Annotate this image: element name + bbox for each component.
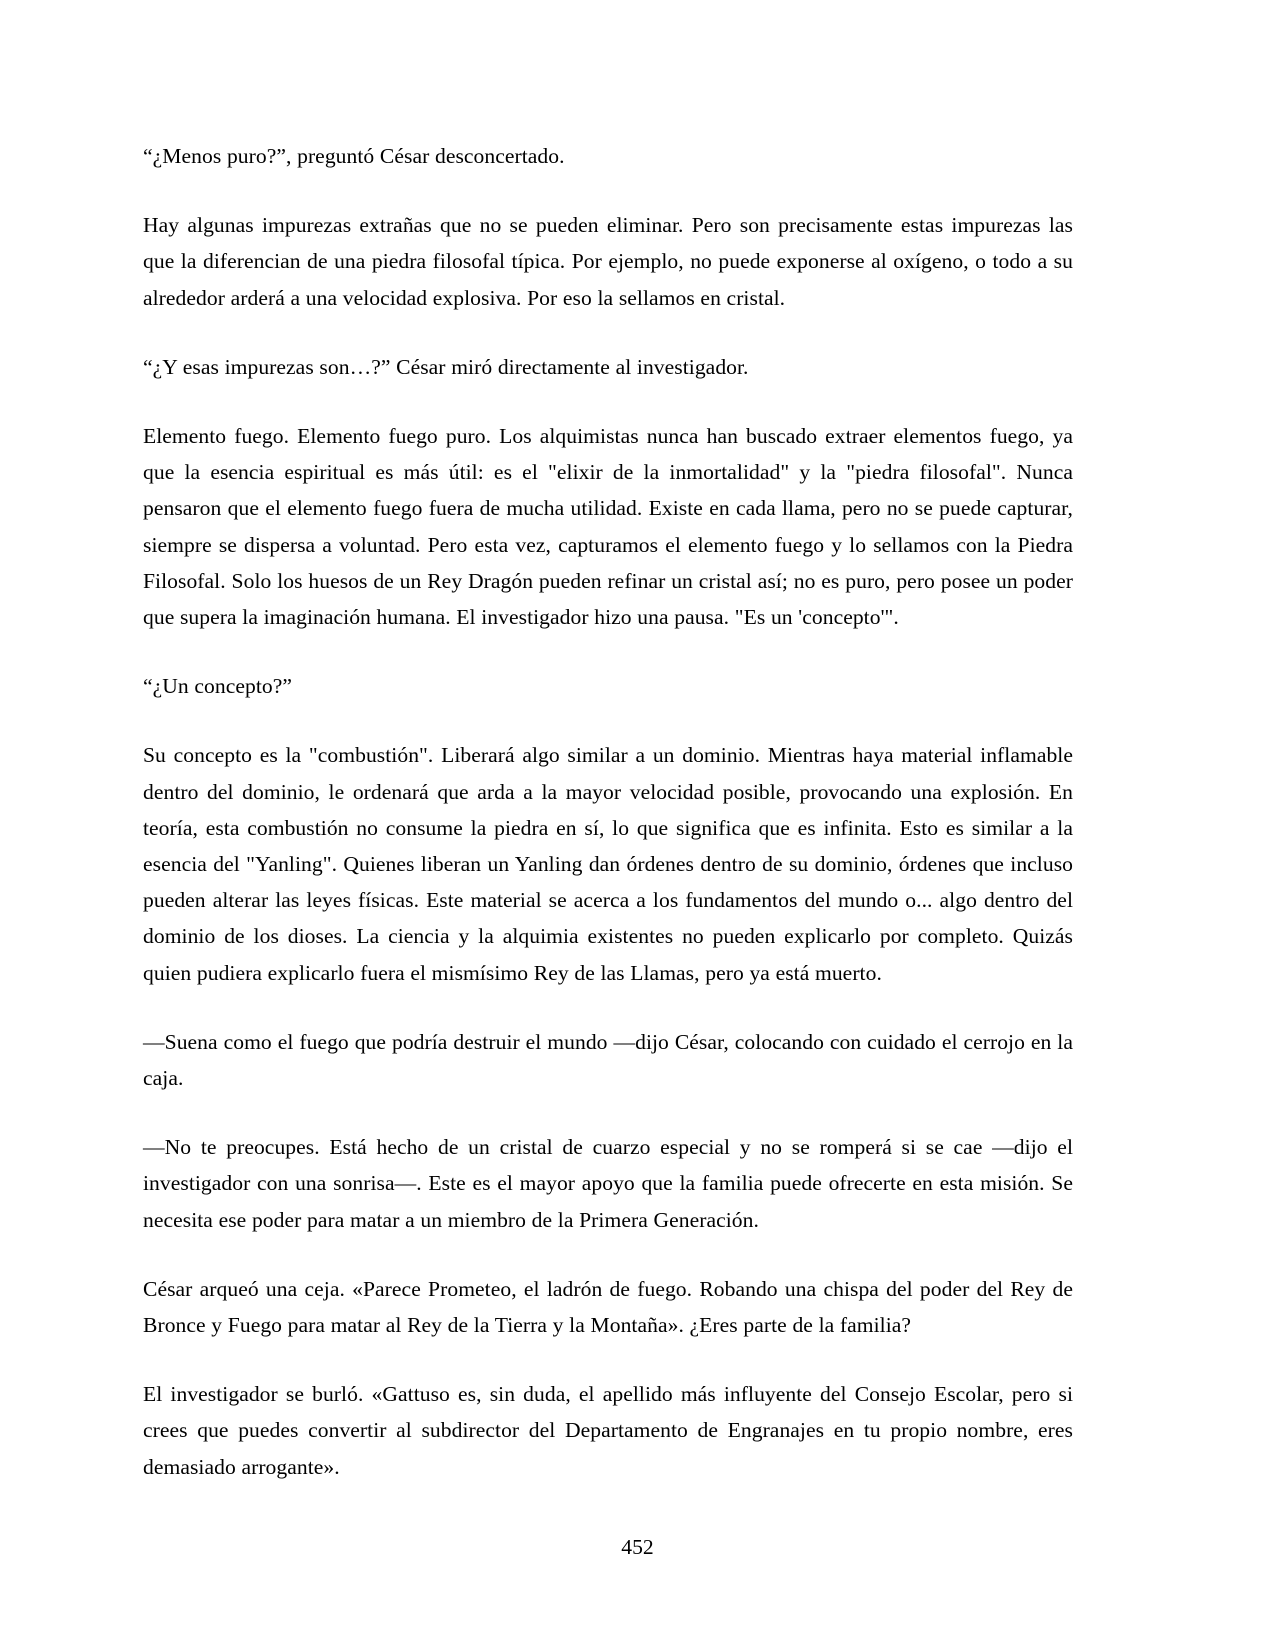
paragraph-2: Hay algunas impurezas extrañas que no se pueden eliminar. Pero son precisamente estas impurezas las que la diferencian de una piedra filosofal típica. Por ejemplo, no puede exponerse al oxígeno, o todo a su alrededor arderá a una velocidad explosiva. Por eso la sellamos en cristal. xyxy=(143,213,1073,310)
paragraph-5: “¿Un concepto?” xyxy=(143,674,293,699)
paragraph-8: —No te preocupes. Está hecho de un cristal de cuarzo especial y no se romperá si se cae —dijo el investigador con una sonrisa—. Este es el mayor apoyo que la familia puede ofrecerte en esta misión. Se necesita ese poder para matar a un miembro de la Primera Generación. xyxy=(143,1135,1073,1232)
paragraph-6: Su concepto es la "combustión". Liberará algo similar a un dominio. Mientras haya material inflamable dentro del dominio, le ordenará que arda a la mayor velocidad posible, provocando una explosión. En teoría, esta combustión no consume la piedra en sí, lo que significa que es infinita. Esto es similar a la esencia del "Yanling". Quienes liberan un Yanling dan órdenes dentro de su dominio, órdenes que incluso pueden alterar las leyes físicas. Este material se acerca a los fundamentos del mundo o... algo dentro del dominio de los dioses. La ciencia y la alquimia existentes no pueden explicarlo por completo. Quizás quien pudiera explicarlo fuera el mismísimo Rey de las Llamas, pero ya está muerto. xyxy=(143,743,1073,985)
body-text-column xyxy=(143,138,1073,1485)
paragraph-7: —Suena como el fuego que podría destruir el mundo —dijo César, colocando con cuidado el cerrojo en la caja. xyxy=(143,1029,1073,1091)
paragraph-1: “¿Menos puro?”, preguntó César desconcertado. xyxy=(143,144,565,168)
page-number: 452 xyxy=(621,1535,654,1559)
paragraph-9: César arqueó una ceja. «Parece Prometeo, el ladrón de fuego. Robando una chispa del poder del Rey de Bronce y Fuego para matar al Rey de la Tierra y la Montaña». ¿Eres parte de la familia? xyxy=(143,1276,1073,1338)
paragraph-4: Elemento fuego. Elemento fuego puro. Los alquimistas nunca han buscado extraer elementos fuego, ya que la esencia espiritual es más útil: es el "elixir de la inmortalidad" y la "piedra filosofal". Nunca pensaron que el elemento fuego fuera de mucha utilidad. Existe en cada llama, pero no se puede capturar, siempre se dispersa a voluntad. Pero esta vez, capturamos el elemento fuego y lo sellamos con la Piedra Filosofal. Solo los huesos de un Rey Dragón pueden refinar un cristal así; no es puro, pero posee un poder que supera la imaginación humana. El investigador hizo una pausa. "Es un 'concepto'". xyxy=(143,424,1073,630)
paragraph-10: El investigador se burló. «Gattuso es, sin duda, el apellido más influyente del Consejo Escolar, pero si crees que puedes convertir al subdirector del Departamento de Engranajes en tu propio nombre, eres demasiado arrogante». xyxy=(143,1382,1073,1479)
paragraph-3: “¿Y esas impurezas son…?” César miró directamente al investigador. xyxy=(143,354,749,379)
